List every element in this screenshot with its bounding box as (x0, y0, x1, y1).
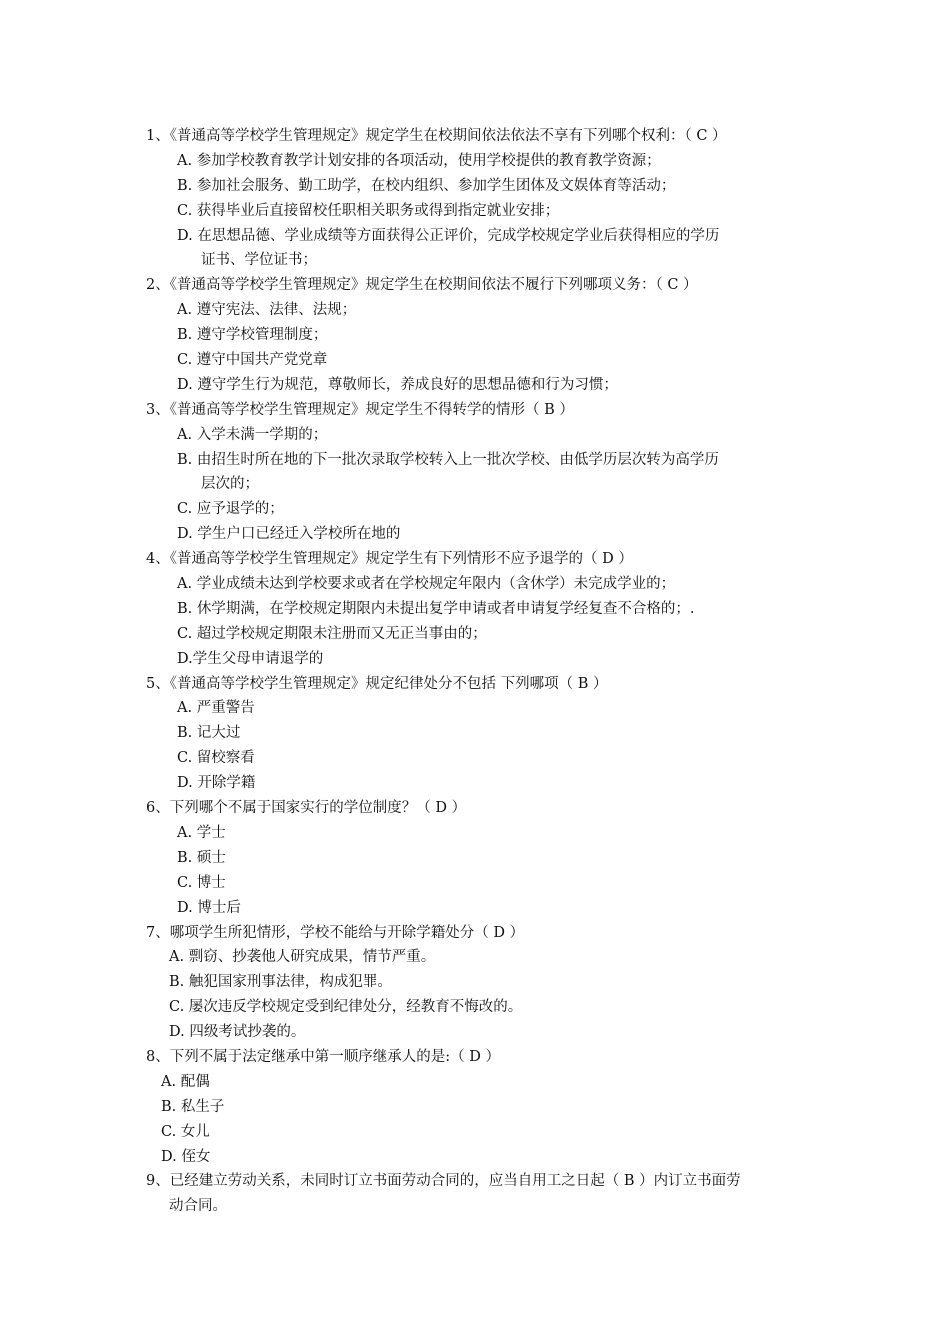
option-line: A. 遵守宪法、法律、法规； (177, 302, 357, 319)
option-line: C. 屡次违反学校规定受到纪律处分，经教育不悔改的。 (169, 999, 523, 1016)
question-line: 3、《普通高等学校学生管理规定》规定学生不得转学的情形（ B ） (146, 401, 574, 418)
option-line: D.学生父母申请退学的 (177, 650, 324, 667)
question-line: 8、下列不属于法定继承中第一顺序继承人的是:（ D ） (146, 1048, 500, 1065)
question-line: 5、《普通高等学校学生管理规定》规定纪律处分不包括 下列哪项（ B ） (146, 675, 608, 692)
option-line: B. 由招生时所在地的下一批次录取学校转入上一批次学校、由低学历层次转为高学历 (177, 451, 719, 468)
option-line: A. 剽窃、抄袭他人研究成果，情节严重。 (169, 949, 436, 966)
continuation-line: 层次的； (201, 476, 259, 493)
question-line: 2、《普通高等学校学生管理规定》规定学生在校期间依法不履行下列哪项义务：（ C ） (146, 277, 698, 294)
option-line: B. 硕士 (177, 849, 226, 866)
option-line: D. 四级考试抄袭的。 (169, 1024, 306, 1041)
option-line: B. 遵守学校管理制度； (177, 327, 328, 344)
continuation-line: 动合同。 (169, 1198, 227, 1215)
option-line: A. 配偶 (161, 1073, 210, 1090)
option-line: D. 遵守学生行为规范，尊敬师长，养成良好的思想品德和行为习惯； (177, 376, 618, 393)
option-line: C. 留校察看 (177, 750, 255, 767)
question-line: 7、哪项学生所犯情形，学校不能给与开除学籍处分（ D ） (146, 924, 525, 941)
question-line: 6、下列哪个不属于国家实行的学位制度？（ D ） (146, 800, 467, 817)
question-line: 1、《普通高等学校学生管理规定》规定学生在校期间依法依法不享有下列哪个权利：（ C ） (146, 128, 727, 144)
option-line: C. 应予退学的； (177, 501, 284, 518)
option-line: B. 记大过 (177, 725, 241, 742)
continuation-line: 证书、学位证书； (201, 252, 317, 269)
option-line: B. 休学期满，在学校规定期限内未提出复学申请或者申请复学经复查不合格的；. (177, 600, 695, 617)
option-line: B. 私生子 (161, 1098, 225, 1115)
option-line: D. 开除学籍 (177, 775, 256, 792)
option-line: C. 遵守中国共产党党章 (177, 352, 328, 369)
option-line: A. 学士 (177, 824, 226, 841)
option-line: C. 超过学校规定期限未注册而又无正当事由的； (177, 625, 487, 642)
question-line: 4、《普通高等学校学生管理规定》规定学生有下列情形不应予退学的（ D ） (146, 551, 633, 568)
option-line: D. 侄女 (161, 1148, 211, 1165)
option-line: D. 学生户口已经迁入学校所在地的 (177, 526, 401, 543)
option-line: B. 触犯国家刑事法律，构成犯罪。 (169, 974, 392, 991)
option-line: C. 获得毕业后直接留校任职相关职务或得到指定就业安排； (177, 202, 560, 219)
option-line: A. 学业成绩未达到学校要求或者在学校规定年限内（含休学）未完成学业的； (177, 576, 676, 593)
option-line: D. 博士后 (177, 899, 241, 916)
option-line: D. 在思想品德、学业成绩等方面获得公正评价，完成学校规定学业后获得相应的学历 (177, 227, 720, 244)
option-line: A. 入学未满一学期的； (177, 426, 328, 443)
option-line: A. 参加学校教育教学计划安排的各项活动，使用学校提供的教育教学资源； (177, 152, 661, 169)
option-line: C. 博士 (177, 874, 226, 891)
option-line: A. 严重警告 (177, 700, 255, 717)
option-line: C. 女儿 (161, 1123, 210, 1140)
document-page (0, 124, 950, 1219)
question-line: 9、已经建立劳动关系，未同时订立书面劳动合同的，应当自用工之日起（ B ）内订立书面劳 (146, 1173, 741, 1190)
option-line: B. 参加社会服务、勤工助学，在校内组织、参加学生团体及文娱体育等活动； (177, 177, 676, 194)
